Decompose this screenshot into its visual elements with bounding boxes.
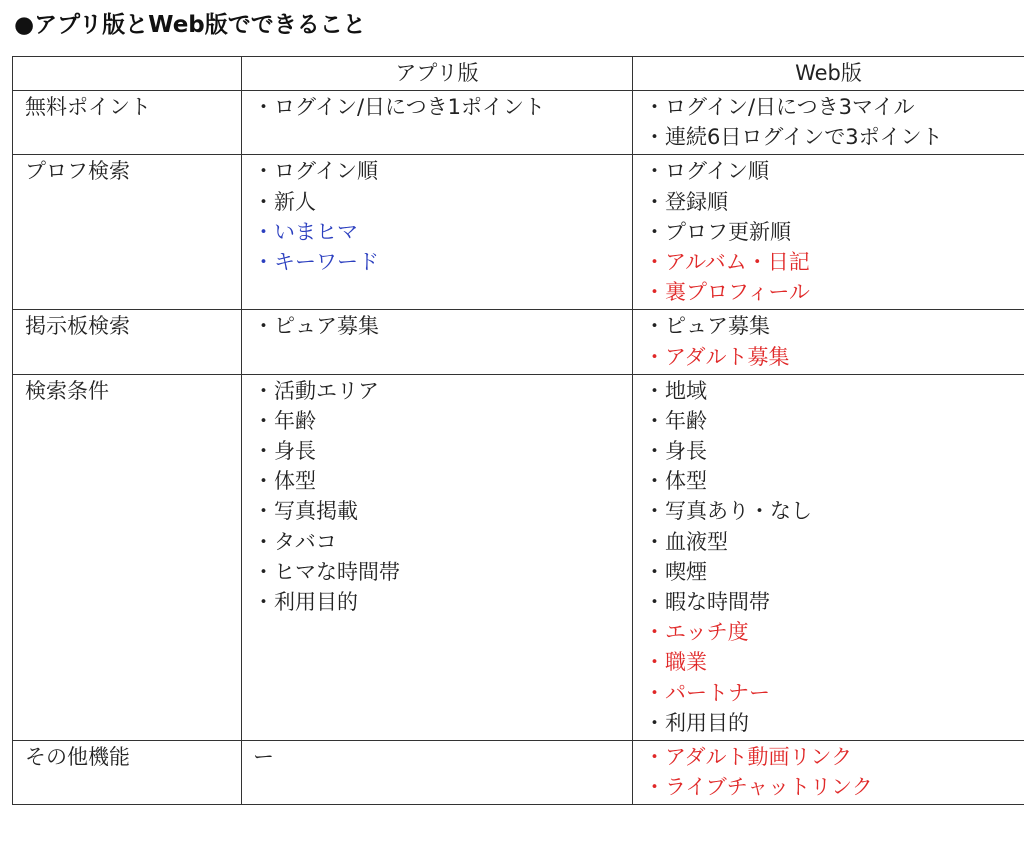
web-feature-list [644,742,1024,802]
table-row [13,310,1024,374]
feature-item: ・利用目的 [253,590,358,614]
feature-item: ・地域 [644,378,707,403]
web-cell [633,91,1024,155]
web-cell [633,310,1024,374]
app-feature-list [253,156,632,277]
web-feature-list [644,376,1024,738]
feature-item: ・写真掲載 [253,499,358,524]
app-feature-list [253,742,632,772]
row-label: プロフ検索 [13,155,242,310]
app-cell [242,740,633,804]
header-web: Web版 [633,57,1024,91]
app-cell [242,155,633,310]
feature-item: ・利用目的 [644,710,749,735]
feature-item: ・ログイン/日につき3マイル [644,95,915,119]
header-row [13,57,1024,91]
feature-item: ・ヒマな時間帯 [253,559,400,584]
table-row [13,91,1024,155]
feature-item: ・アルバム・日記 [644,249,810,274]
app-cell [242,374,633,740]
feature-item: ・登録順 [644,189,728,214]
feature-item: ・いまヒマ [253,219,358,244]
row-label: 掲示板検索 [13,310,242,374]
feature-item: ・喫煙 [644,559,707,584]
feature-item: ・年齢 [644,408,707,433]
header-app: アプリ版 [242,57,633,91]
web-cell [633,155,1024,310]
page-heading: ●アプリ版とWeb版でできること [14,12,366,38]
feature-item: ・身長 [253,439,316,464]
comparison-table [12,56,1024,805]
feature-item: ・キーワード [253,249,379,274]
feature-item: ・タバコ [253,529,337,554]
feature-item: ・プロフ更新順 [644,219,791,244]
feature-item: ・裏プロフィール [644,280,810,305]
feature-item: ・連続6日ログインで3ポイント [644,125,943,150]
feature-item: ・ピュア募集 [253,314,379,339]
feature-item: ・暇な時間帯 [644,590,770,614]
web-feature-list [644,156,1024,307]
row-label: その他機能 [13,740,242,804]
feature-item: ・ログイン順 [644,159,769,184]
app-cell [242,91,633,155]
table-body [13,91,1024,805]
web-feature-list [644,92,1024,152]
feature-item: ・活動エリア [253,378,379,403]
feature-item: ・ログイン順 [253,159,378,184]
feature-item: ・血液型 [644,529,728,554]
app-feature-list [253,376,632,618]
feature-item: ・ログイン/日につき1ポイント [253,95,545,119]
app-feature-list [253,311,632,341]
feature-item: ・パートナー [644,680,770,705]
feature-item: ・ライブチャットリンク [644,775,873,800]
feature-item: ・身長 [644,439,707,464]
table-row [13,740,1024,804]
feature-item: ・アダルト動画リンク [644,744,853,769]
feature-item: ・職業 [644,650,707,675]
feature-item: ・エッチ度 [644,620,749,645]
app-feature-list [253,92,632,122]
app-cell [242,310,633,374]
header-empty-cell [13,57,242,91]
feature-item: ・体型 [253,469,316,494]
row-label: 検索条件 [13,374,242,740]
feature-item: ・年齢 [253,408,316,433]
feature-item: ー [253,744,274,769]
web-cell [633,740,1024,804]
feature-item: ・アダルト募集 [644,344,790,369]
feature-item: ・体型 [644,469,707,494]
row-label: 無料ポイント [13,91,242,155]
web-feature-list [644,311,1024,371]
feature-item: ・ピュア募集 [644,314,770,339]
feature-item: ・写真あり・なし [644,499,812,524]
table-row [13,155,1024,310]
feature-item: ・新人 [253,189,316,214]
table-row [13,374,1024,740]
web-cell [633,374,1024,740]
